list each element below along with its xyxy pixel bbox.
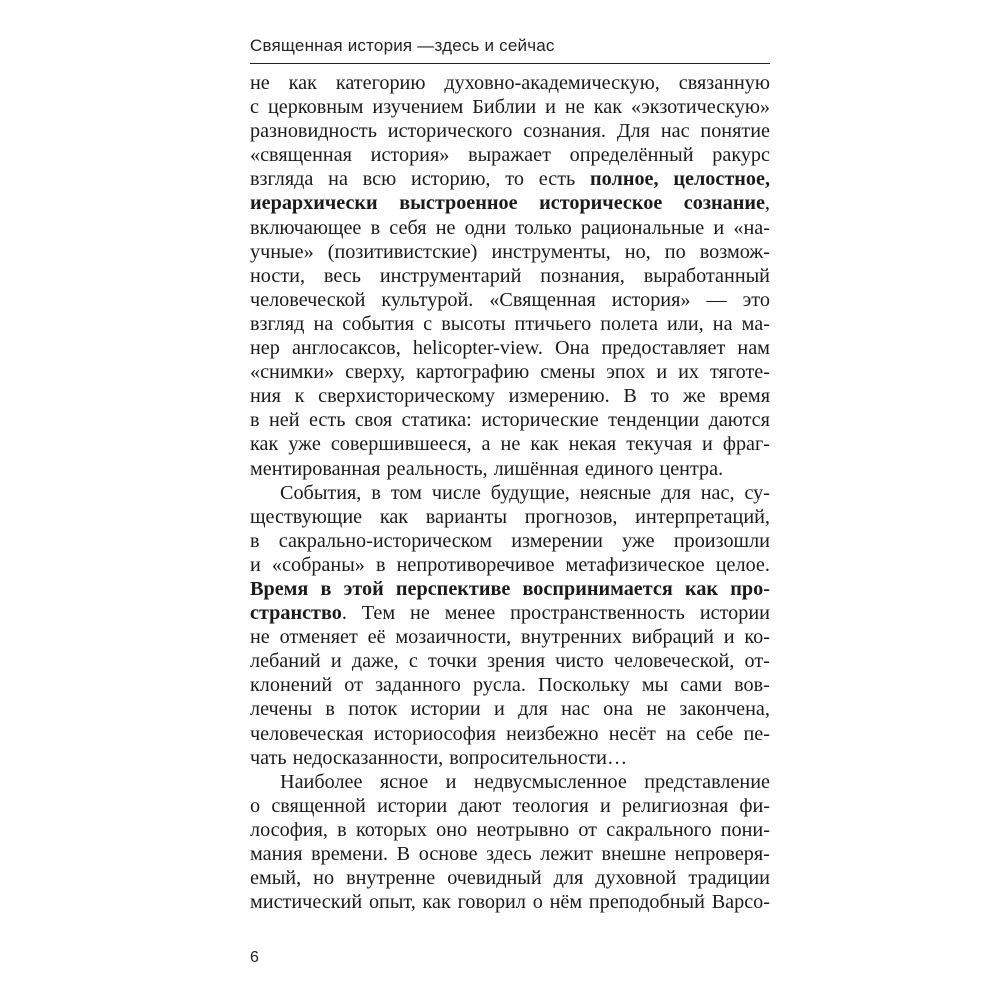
text-line: ментированная реальность, лишённая единого центра. — [250, 457, 724, 480]
text-line: нер англосаксов, helicopter-view. Она предоставляет нам — [250, 337, 770, 360]
text-line: Время в этой перспективе воспринимается как про- — [250, 577, 770, 600]
text-line: чать недосказанности, вопросительности… — [250, 746, 628, 769]
text-line: человеческой культурой. «Священная история» — это — [250, 288, 770, 311]
text-line: мания времени. В основе здесь лежит внешне непроверя- — [250, 843, 770, 865]
text-line: в ней есть своя статика: исторические тенденции даются — [250, 409, 770, 432]
text-line: ния к сверхисторическому измерению. В то же время — [250, 385, 770, 408]
text-line: странство. Тем не менее пространственность истории — [250, 602, 770, 625]
text-line: в сакрально-историческом измерении уже произошли — [250, 529, 770, 552]
text-line: включающее в себя не одни только рациональные и «на- — [250, 216, 770, 239]
body-text — [250, 71, 770, 914]
text-line: взгляда на всю историю, то есть полное, целостное, — [250, 168, 770, 191]
text-line: как уже совершившееся, а не как некая текучая и фраг- — [250, 433, 770, 456]
text-line: не отменяет её мозаичности, внутренних вибраций и ко- — [250, 626, 770, 649]
text-line: клонений от заданного русла. Поскольку мы сами вов- — [250, 674, 770, 697]
text-line: и «собраны» в непротиворечивое метафизическое целое. — [250, 553, 770, 576]
text-line: мистический опыт, как говорил о нём преподобный Варсо- — [250, 891, 770, 914]
text-line: ществующие как варианты прогнозов, интерпретаций, — [250, 505, 770, 528]
text-line: емый, но внутренне очевидный для духовной традиции — [250, 867, 770, 890]
running-head: Священная история —здесь и сейчас — [250, 36, 770, 64]
text-line: События, в том числе будущие, неясные для нас, су- — [280, 481, 770, 504]
text-line: с церковным изучением Библии и не как «экзотическую» — [250, 96, 770, 119]
text-line: «снимки» сверху, картографию смены эпох и их тяготе- — [250, 361, 770, 384]
text-line: взгляд на события с высоты птичьего полета или, на ма- — [250, 312, 770, 335]
text-line: лечены в поток истории и для нас она не закончена, — [250, 698, 770, 721]
text-line: ности, весь инструментарий познания, выработанный — [250, 264, 770, 287]
text-line: «священная история» выражает определённый ракурс — [250, 144, 770, 167]
text-line: Наиболее ясное и недвусмысленное представление — [280, 770, 770, 793]
text-line: разновидность исторического сознания. Для нас понятие — [250, 120, 770, 143]
text-line: человеческая историософия неизбежно несёт на себе пе- — [250, 722, 770, 745]
text-line: иерархически выстроенное историческое сознание, — [250, 192, 770, 215]
text-line: учные» (позитивистские) инструменты, но, по возмож- — [250, 240, 770, 263]
text-line: лософия, в которых оно неотрывно от сакрального пони- — [250, 818, 770, 841]
text-line: лебаний и даже, с точки зрения чисто человеческой, от- — [250, 650, 770, 673]
text-line: о священной истории дают теология и религиозная фи- — [250, 794, 770, 817]
text-line: не как категорию духовно-академическую, связанную — [250, 72, 770, 94]
page-number: 6 — [250, 949, 259, 966]
